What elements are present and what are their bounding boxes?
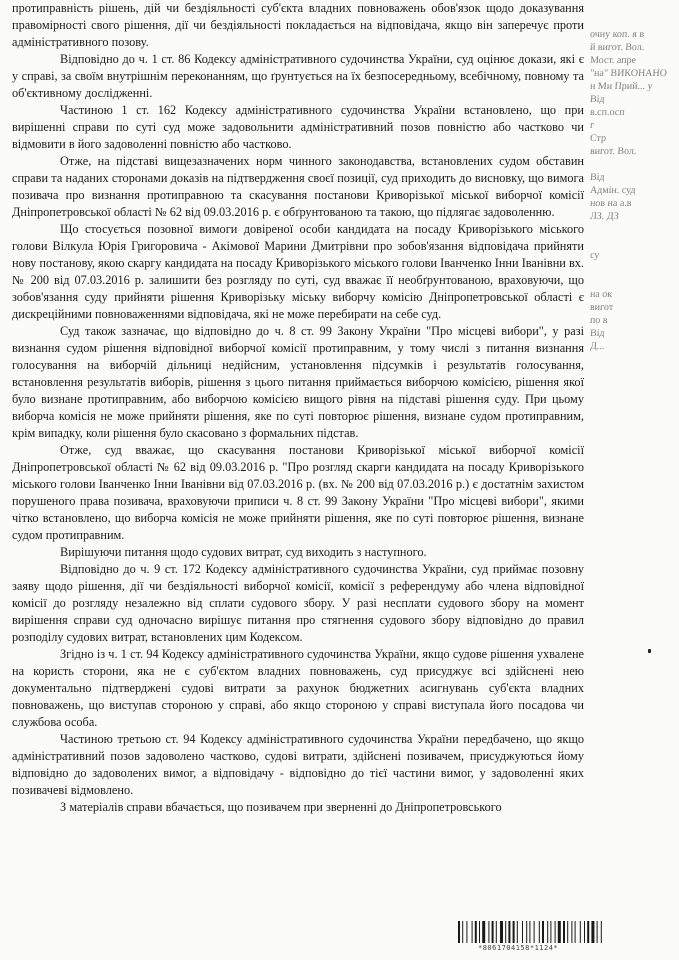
stamp-line: й вигот. Вол. <box>590 42 645 53</box>
stamp-line: Від <box>590 172 605 183</box>
barcode-icon <box>458 921 656 943</box>
stamp-line: г <box>590 120 595 131</box>
paragraph: Згідно із ч. 1 ст. 94 Кодексу адміністративного судочинства України, якщо судове рішення ухвалене на користь сторони, яка не є суб'єктом владних повноважень, суд присуджує всі здійснені нею документально підтверджені судові витрати за рахунок бюджетних асигнувань суб'єкта владних повноважень, що виступав стороною у справі, або якщо стороною у справі виступала його посадова чи службова особа. <box>12 647 584 729</box>
stamp-line: в.сп.осп <box>590 107 625 118</box>
margin-stamp <box>590 28 679 458</box>
document-body <box>12 0 584 816</box>
paragraph: Відповідно до ч. 9 ст. 172 Кодексу адміністративного судочинства України, суд приймає позовну заяву щодо рішення, дії чи бездіяльності виборчої комісії, комісії з референдуму або члена відповідної комісії до розгляду незалежно від сплати судового збору. У разі несплати судового збору на момент вирішення справи суд одночасно вирішує питання про стягнення судового збору відповідно до правил розподілу судових витрат, встановлених цим Кодексом. <box>12 562 584 644</box>
stamp-line: по в <box>590 315 608 326</box>
stamp-line: нов на а.в <box>590 198 632 209</box>
stamp-line: Від <box>590 328 605 339</box>
stamp-line: Стр <box>590 133 607 144</box>
barcode-number: *8061704158*1124* <box>478 944 559 952</box>
paragraph: Відповідно до ч. 1 ст. 86 Кодексу адміністративного судочинства України, суд оцінює докази, які є у справі, за своїм внутрішнім переконанням, що ґрунтується на їх безпосередньому, всебічному, повному та об'єктивному дослідженні. <box>12 52 584 100</box>
stamp-line: су <box>590 250 600 261</box>
paragraph: З матеріалів справи вбачається, що позивачем при зверненні до Дніпропетровського <box>60 800 502 814</box>
stamp-line <box>590 236 679 249</box>
stamp-line <box>590 158 679 171</box>
stamp-line: н Ми Прий... у <box>590 81 653 92</box>
stamp-line: Адмін. суд <box>590 185 636 196</box>
paragraph: Вирішуючи питання щодо судових витрат, суд виходить з наступного. <box>60 545 427 559</box>
stamp-line <box>590 262 679 275</box>
paragraph: Що стосується позовної вимоги довіреної особи кандидата на посаду Криворізького міського голови Вілкула Юрія Григоровича - Акімової Марини Дмитрівни про зобов'язання відповідача прийняти нову постанову, якою скаргу кандидата на посаду Криворізького міського голови Іванченко Інни Іванівни вх. № 200 від 07.03.2016 р. залишити без розгляду по суті, суд вважає її необґрунтованою, враховуючи, що зобов'язання суду прийняти рішення Криворізьку міську виборчу комісію Дніпропетровської області є дискреційними повноваженнями відповідача, які не може перебирати на себе суд. <box>12 222 584 321</box>
paragraph: Суд також зазначає, що відповідно до ч. 8 ст. 99 Закону України "Про місцеві вибори", у разі визнання судом рішення відповідної виборчої комісії протиправним, у тому числі з питання визнання голосування на виборчій дільниці недійсним, установлення підсумків і результатів голосування, встановлення результатів виборів, рішення з цього питання приймається виборчою комісією, рішення якої було визнане протиправним, або виборчою комісією вищого рівня на підставі рішення суду. При цьому виборча комісія не може прийняти рішення, яке по суті повторює рішення, визнане судом протиправним, крім випадку, коли рішення було скасовано з формальних підстав. <box>12 324 584 440</box>
paragraph: Отже, на підставі вищезазначених норм чинного законодавства, встановлених судом обставин справи та наданих сторонами доказів на підтвердження своєї позиції, суд приходить до висновку, що вимога позивача про визнання протиправною та скасування постанови Криворізької міської виборчої комісії Дніпропетровської області № 62 від 09.03.2016 р. є обґрунтованою та такою, що підлягає задоволенню. <box>12 154 584 219</box>
paragraph: протиправність рішень, дій чи бездіяльності суб'єкта владних повноважень обов'язок щодо доказування правомірності свого рішення, дії чи бездіяльності покладається на відповідача, якщо він заперечує проти адміністративного позову. <box>12 1 584 49</box>
paragraph: Отже, суд вважає, що скасування постанови Криворізької міської виборчої комісії Дніпропетровської області № 62 від 09.03.2016 р. "Про розгляд скарги кандидата на посаду Криворізького міського голови Іванченко Інни Іванівни від 07.03.2016 р. (вх. № 200 від 07.03.2016 р.) є достатнім захистом порушеного права позивача, враховуючи приписи ч. 8 ст. 99 Закону України "Про місцеві вибори", якими чітко встановлено, що виборча комісія не може прийняти рішення, яке по суті повторює рішення, визнане судом протиправним. <box>12 443 584 542</box>
stamp-line <box>590 275 679 288</box>
stamp-line: Д... <box>590 341 605 352</box>
stamp-line: Мост. апре <box>590 55 637 66</box>
stamp-line: "на" ВИКОНАНО <box>590 68 668 79</box>
stamp-line: вигот <box>590 302 614 313</box>
stamp-line: вигот. Вол. <box>590 146 637 157</box>
stamp-line: Від <box>590 94 605 105</box>
stamp-line: на ок <box>590 289 613 300</box>
paragraph: Частиною 1 ст. 162 Кодексу адміністративного судочинства України встановлено, що при вирішенні справи по суті суд може задовольнити адміністративний позов повністю або частково чи відмовити в його задоволенні повністю або частково. <box>12 103 584 151</box>
stamp-line: очну коп. я в <box>590 29 645 40</box>
stamp-line: ЛЗ. ДЗ <box>590 211 620 222</box>
paragraph: Частиною третьою ст. 94 Кодексу адміністративного судочинства України передбачено, що якщо адміністративний позов задоволено частково, судові витрати, здійснені позивачем, присуджуються йому відповідно до задоволених вимог, а відповідачу - відповідно до тієї частини вимог, у задоволенні яких позивачеві відмовлено. <box>12 732 584 797</box>
scan-speck <box>648 649 651 653</box>
stamp-line <box>590 223 679 236</box>
